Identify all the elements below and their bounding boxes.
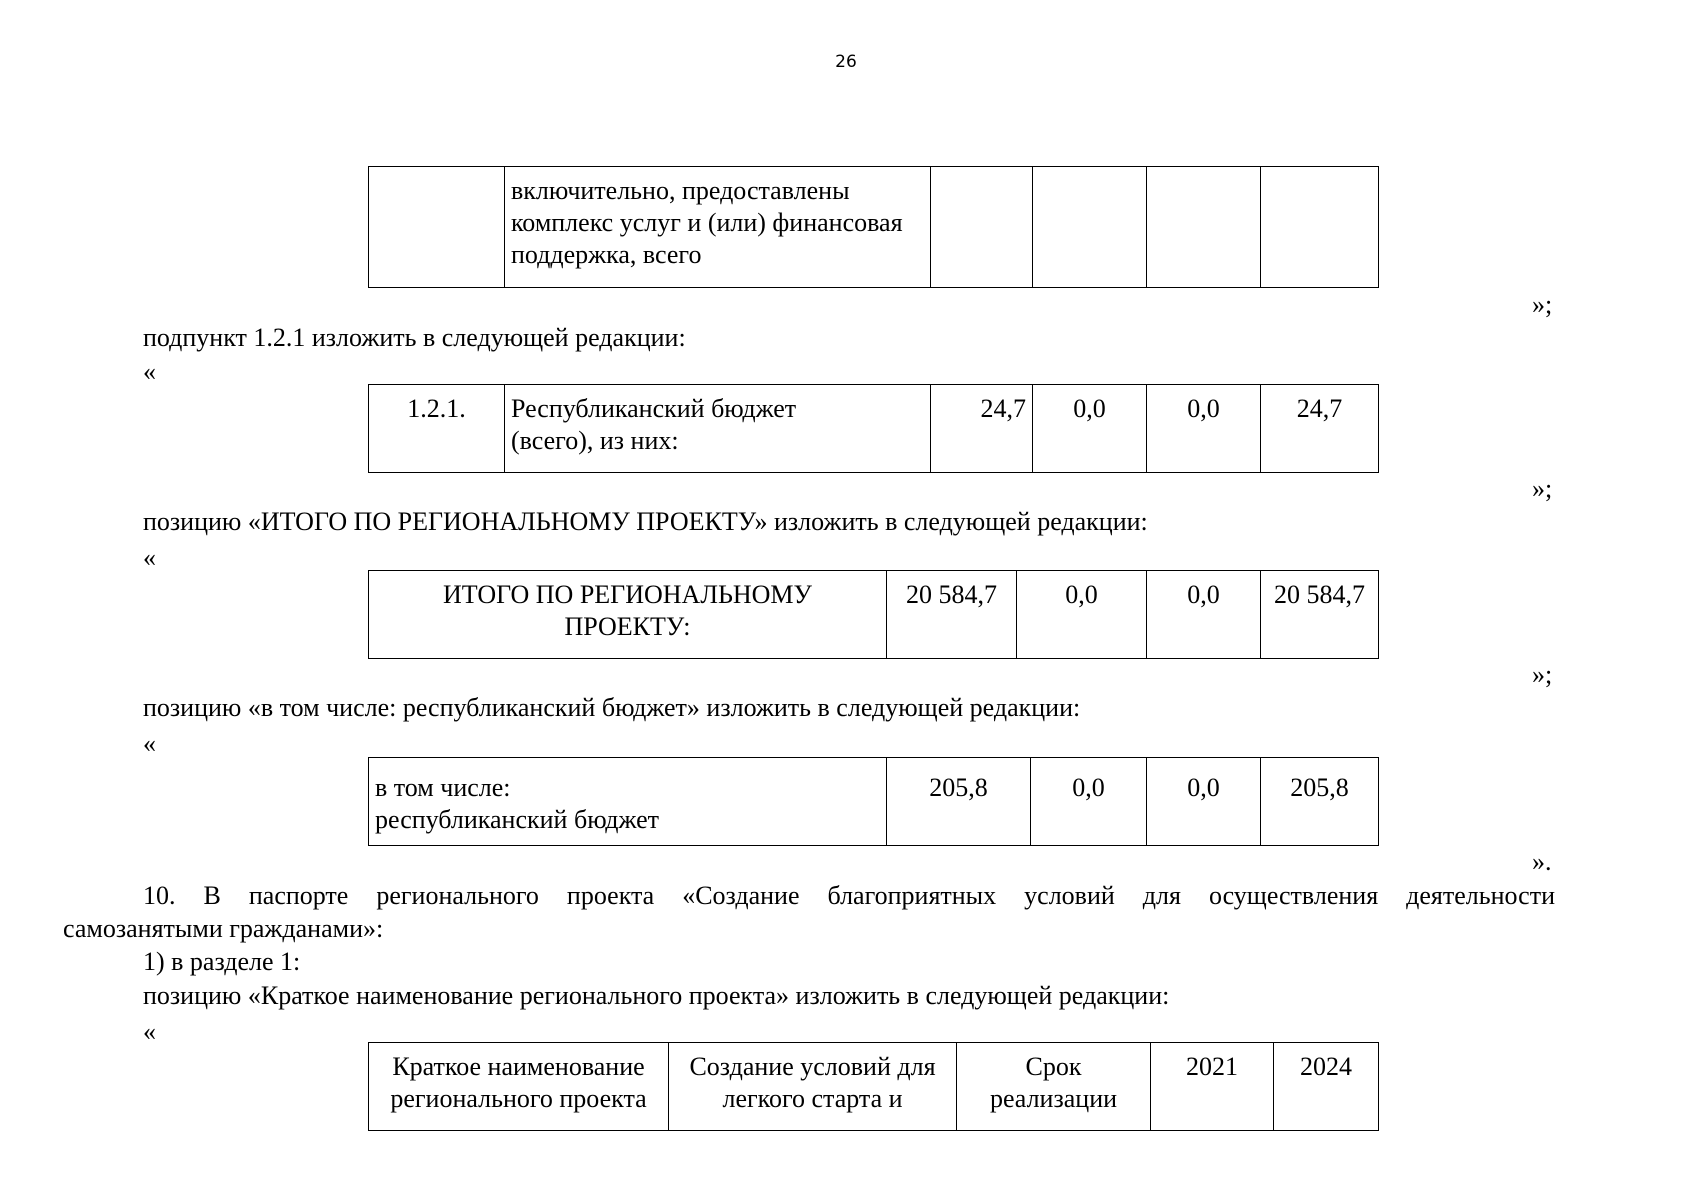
section-item: 1) в разделе 1: <box>143 947 301 976</box>
table-row <box>369 1043 1379 1131</box>
row-name-line: ИТОГО ПО РЕГИОНАЛЬНОМУ <box>443 580 812 609</box>
cell-line: Срок <box>1025 1052 1082 1081</box>
instruction-text: позицию «в том числе: республиканский бюджет» изложить в следующей редакции: <box>143 693 1081 722</box>
value-cell: 20 584,7 <box>887 571 1017 659</box>
opening-quote: « <box>143 543 156 572</box>
empty-cell <box>1261 167 1379 288</box>
cell-line: регионального проекта <box>390 1084 647 1113</box>
table-row <box>369 571 1379 659</box>
closing-quote: ». <box>1532 847 1552 876</box>
row-name <box>369 758 887 846</box>
row-name-line: (всего), из них: <box>511 426 679 455</box>
start-year-cell: 2021 <box>1151 1043 1274 1131</box>
table-row <box>369 385 1379 473</box>
row-name-line: республиканский бюджет <box>375 805 660 834</box>
value-cell: 0,0 <box>1033 385 1147 473</box>
continuation-table <box>368 166 1379 288</box>
project-name-cell <box>669 1043 957 1131</box>
closing-quote: »; <box>1532 474 1553 503</box>
value-cell: 0,0 <box>1017 571 1147 659</box>
row-name <box>505 385 931 473</box>
label-cell <box>369 1043 669 1131</box>
row-name-line: Республиканский бюджет <box>511 394 797 423</box>
cell-line: реализации <box>989 1084 1118 1113</box>
paragraph-10-line-2: самозанятыми гражданами»: <box>63 914 384 943</box>
row-name-line: в том числе: <box>375 773 511 802</box>
empty-cell <box>1147 167 1261 288</box>
budget-table <box>368 757 1379 846</box>
value-cell: 24,7 <box>1261 385 1379 473</box>
value-cell: 0,0 <box>1147 758 1261 846</box>
row-name-line: ПРОЕКТУ: <box>564 612 691 641</box>
paragraph-10-line-1: 10. В паспорте регионального проекта «Создание благоприятных условий для осуществления деятельности <box>143 881 1555 910</box>
empty-cell <box>1033 167 1147 288</box>
cell-line: Создание условий для <box>689 1052 936 1081</box>
table-row <box>369 758 1379 846</box>
opening-quote: « <box>143 729 156 758</box>
instruction-text: позицию «Краткое наименование регионального проекта» изложить в следующей редакции: <box>143 981 1170 1010</box>
value-cell: 0,0 <box>1031 758 1147 846</box>
opening-quote: « <box>143 1017 156 1046</box>
empty-cell <box>369 167 505 288</box>
page-number: 26 <box>835 52 857 72</box>
value-cell: 20 584,7 <box>1261 571 1379 659</box>
instruction-text: подпункт 1.2.1 изложить в следующей редакции: <box>143 323 686 352</box>
description-cell: включительно, предоставлены комплекс услуг и (или) финансовая поддержка, всего <box>505 167 931 288</box>
value-cell: 205,8 <box>887 758 1031 846</box>
instruction-text: позицию «ИТОГО ПО РЕГИОНАЛЬНОМУ ПРОЕКТУ» изложить в следующей редакции: <box>143 507 1148 536</box>
subitem-table <box>368 384 1379 473</box>
value-cell: 0,0 <box>1147 571 1261 659</box>
cell-line: Краткое наименование <box>392 1052 645 1081</box>
end-year-cell: 2024 <box>1274 1043 1379 1131</box>
table-row <box>369 167 1379 288</box>
project-name-table <box>368 1042 1379 1131</box>
cell-line: легкого старта и <box>722 1084 903 1113</box>
opening-quote: « <box>143 357 156 386</box>
closing-quote: »; <box>1532 660 1553 689</box>
row-name <box>369 571 887 659</box>
term-label-cell <box>957 1043 1151 1131</box>
empty-cell <box>931 167 1033 288</box>
value-cell: 205,8 <box>1261 758 1379 846</box>
total-table <box>368 570 1379 659</box>
value-cell: 24,7 <box>931 385 1033 473</box>
closing-quote: »; <box>1532 290 1553 319</box>
value-cell: 0,0 <box>1147 385 1261 473</box>
row-number: 1.2.1. <box>369 385 505 473</box>
